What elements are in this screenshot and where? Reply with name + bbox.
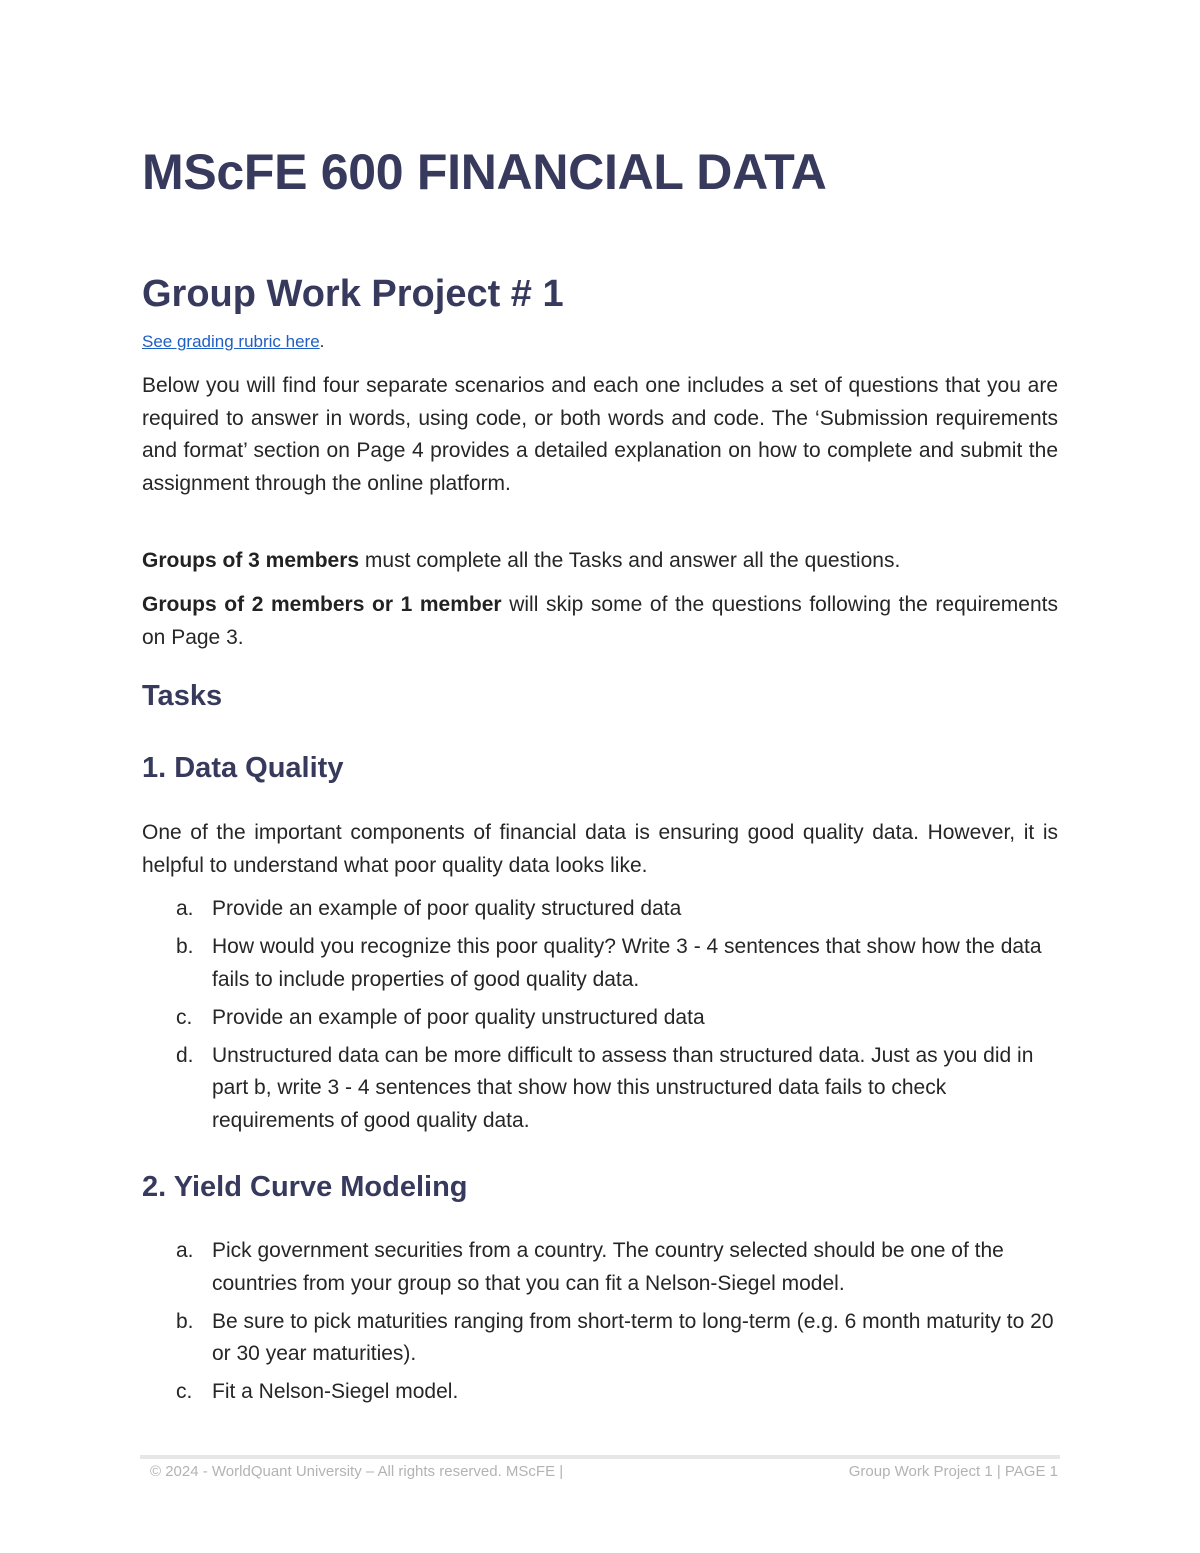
rubric-line [142, 330, 324, 354]
list-marker: d. [176, 1043, 194, 1067]
data-quality-question-list [142, 893, 1058, 1143]
tasks-heading: Tasks [142, 680, 223, 712]
list-item-text: Pick government securities from a country. The country selected should be one of the countries from your group so that you can fit a Nelson-Siegel model. [212, 1239, 1004, 1295]
footer-copyright: © 2024 - WorldQuant University – All rights reserved. MScFE | [150, 1463, 564, 1480]
groups-of-2-or-1-bold: Groups of 2 members or 1 member [142, 593, 502, 616]
list-marker: b. [176, 1309, 194, 1333]
rubric-period: . [319, 332, 325, 351]
list-item-text: Fit a Nelson-Siegel model. [212, 1380, 459, 1403]
list-marker: b. [176, 935, 194, 958]
list-item [142, 893, 1058, 926]
list-item-text: Provide an example of poor quality structured data [212, 897, 682, 920]
intro-paragraph: Below you will find four separate scenarios and each one includes a set of questions that you are required to answer in words, using code, or both words and code. The ‘Submission requirements and format’ section on Page 4 provides a detailed explanation on how to complete and submit the assignment through the online platform. [142, 374, 1058, 495]
data-quality-intro: One of the important components of financial data is ensuring good quality data. However, it is helpful to understand what poor quality data looks like. [142, 821, 1058, 877]
grading-rubric-link[interactable]: See grading rubric here [142, 332, 320, 351]
list-item-text: Be sure to pick maturities ranging from short-term to long-term (e.g. 6 month maturity to 20 or 30 year maturities). [212, 1309, 1054, 1365]
list-item-text: Provide an example of poor quality unstructured data [212, 1005, 705, 1029]
section-heading-data-quality: 1. Data Quality [142, 752, 344, 784]
list-item [142, 1306, 1058, 1371]
yield-curve-question-list [142, 1235, 1058, 1414]
list-item [142, 1376, 1058, 1409]
list-item-text: How would you recognize this poor quality? Write 3 - 4 sentences that show how the data fails to include properties of good quality data. [212, 935, 1042, 991]
list-marker: a. [176, 1239, 194, 1262]
list-item [142, 1235, 1058, 1300]
groups-of-3-text: must complete all the Tasks and answer all the questions. [359, 549, 901, 572]
groups-of-3-bold: Groups of 3 members [142, 549, 360, 572]
main-title: MScFE 600 FINANCIAL DATA [142, 144, 827, 200]
list-item [142, 1002, 1058, 1035]
groups-of-3-paragraph [142, 545, 1058, 578]
groups-of-2-or-1-text: will skip some of the questions following the requirements on Page 3. [142, 593, 1058, 649]
list-marker: c. [176, 1005, 193, 1029]
footer-divider [140, 1455, 1060, 1459]
section-heading-yield-curve-modeling: 2. Yield Curve Modeling [142, 1171, 468, 1203]
list-item [142, 1040, 1058, 1138]
list-marker: c. [176, 1380, 193, 1403]
list-item [142, 931, 1058, 996]
list-marker: a. [176, 897, 194, 920]
footer-page-info: Group Work Project 1 | PAGE 1 [848, 1463, 1058, 1480]
groups-of-2-or-1-paragraph [142, 589, 1058, 654]
project-title: Group Work Project # 1 [142, 273, 564, 315]
list-item-text: Unstructured data can be more difficult to assess than structured data. Just as you did in part b, write 3 - 4 sentences that show how this unstructured data fails to check requirements of good quality data. [212, 1043, 1034, 1132]
